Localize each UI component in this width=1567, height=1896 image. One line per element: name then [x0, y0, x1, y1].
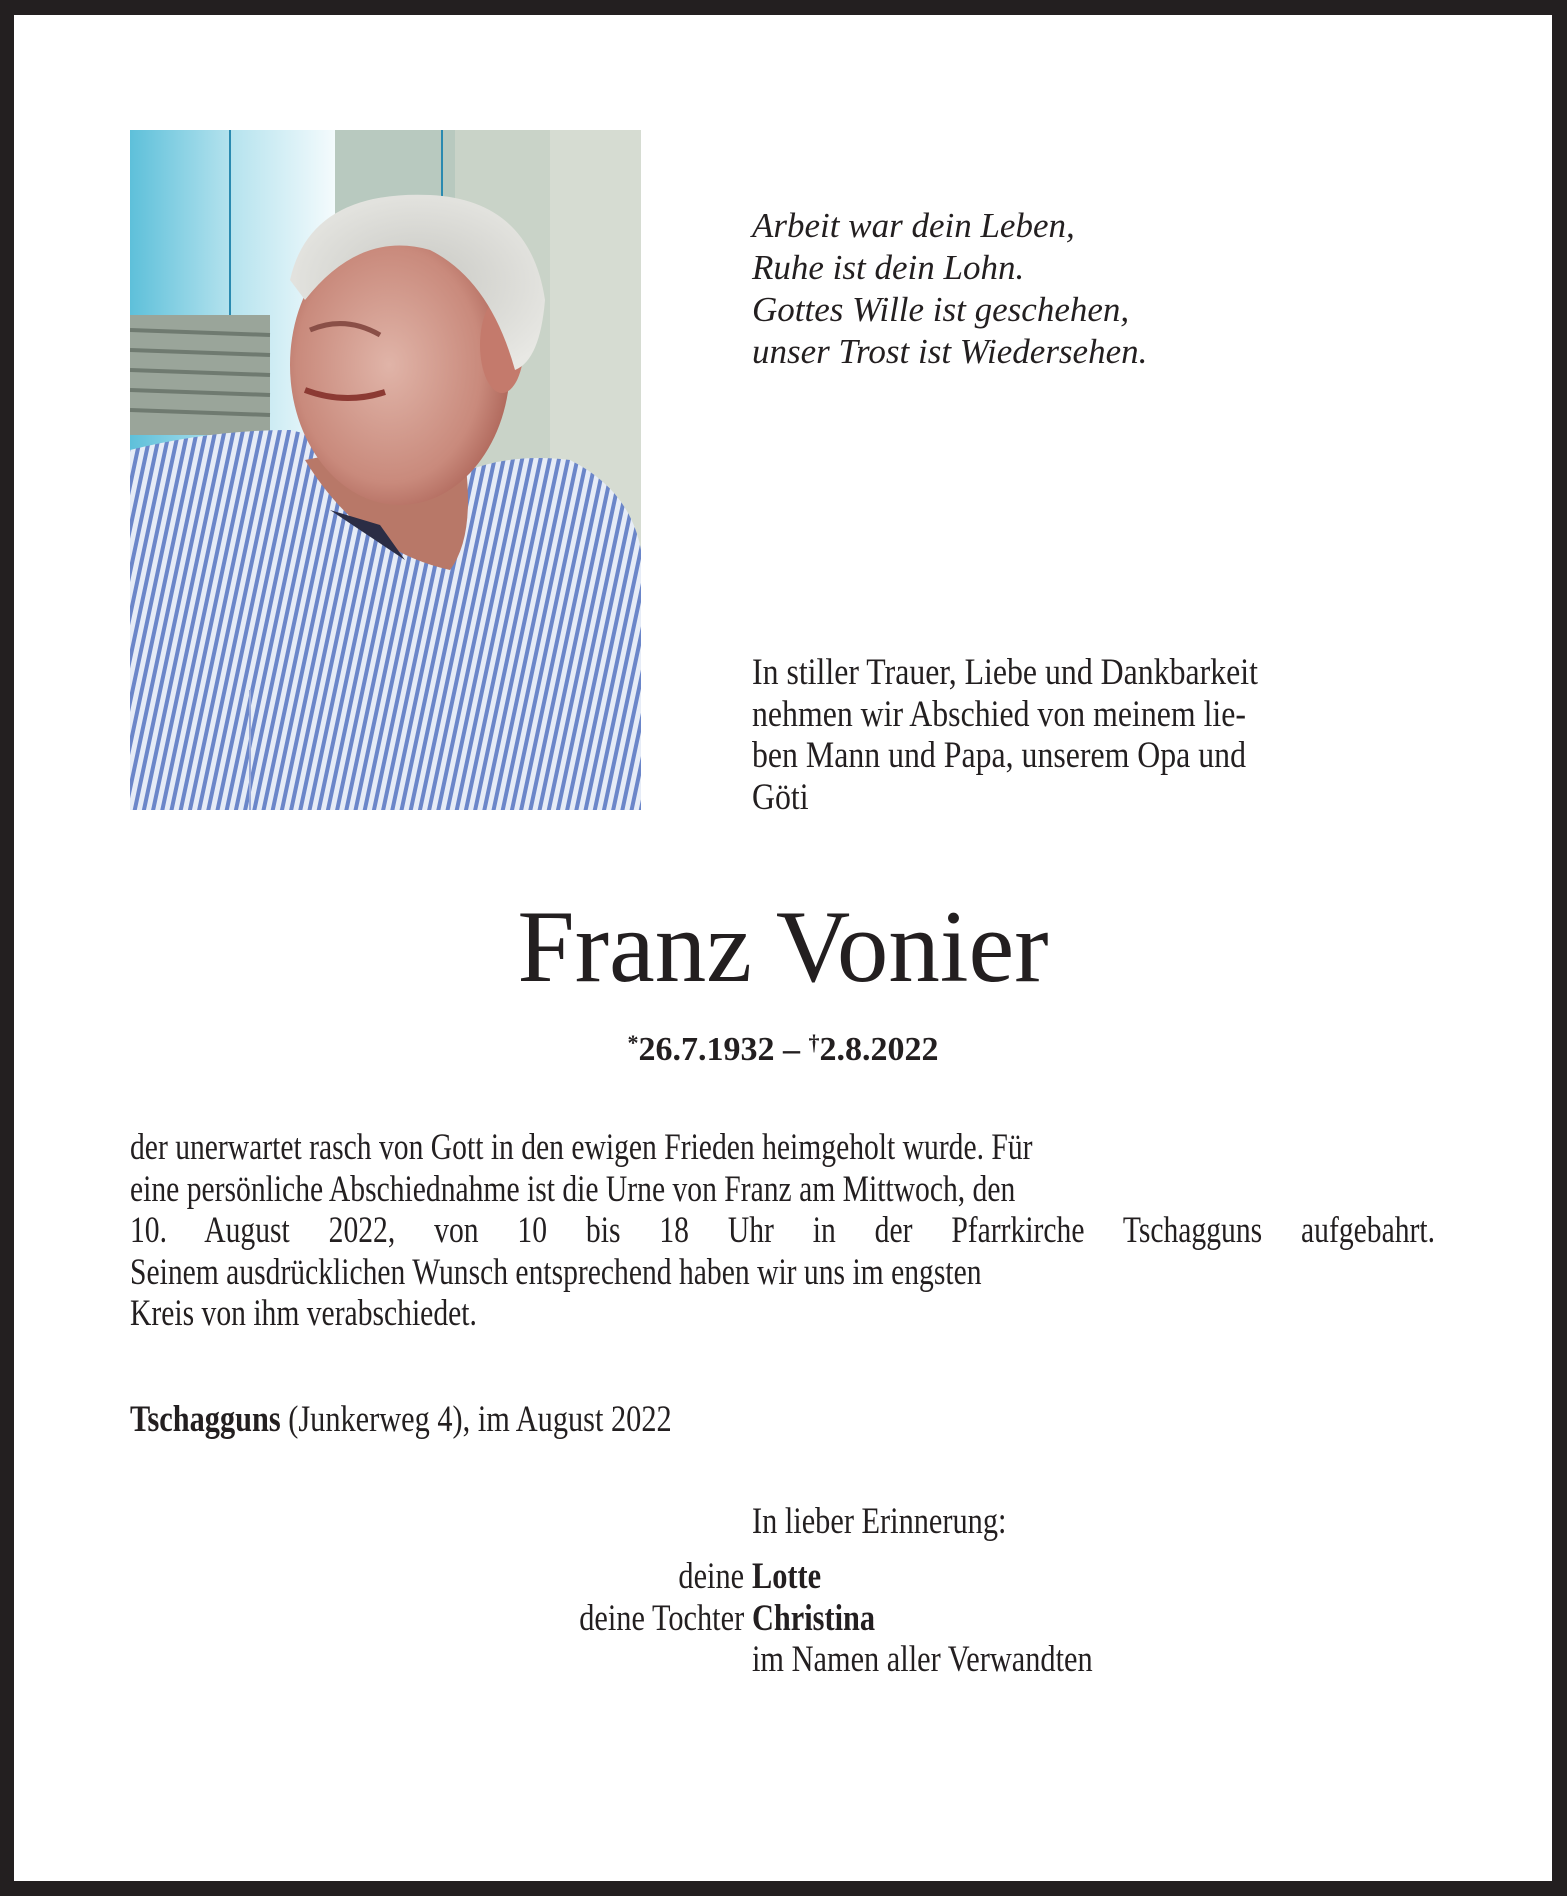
- poem: [752, 205, 1147, 373]
- birth-date: 26.7.1932: [638, 1031, 775, 1068]
- portrait-photo: [130, 130, 641, 810]
- closing-heading: [752, 1501, 1062, 1543]
- signer-row: [14, 1556, 1552, 1598]
- poem-line: Gottes Wille ist geschehen,: [752, 290, 1130, 329]
- date-separator: –: [774, 1031, 809, 1068]
- body-line: eine persönliche Abschiednahme ist die Urne von Franz am Mittwoch, den: [130, 1168, 1016, 1210]
- place-town: Tschagguns: [130, 1399, 281, 1440]
- intro-line: nehmen wir Abschied von meinem lie-: [752, 693, 1246, 735]
- poem-line: Ruhe ist dein Lohn.: [752, 248, 1025, 287]
- signer-name: Christina: [752, 1597, 876, 1639]
- signer-name: im Namen aller Verwandten: [752, 1639, 1093, 1680]
- body-line: Seinem ausdrücklichen Wunsch entsprechend haben wir uns im engsten: [130, 1251, 982, 1293]
- body-line: der unerwartet rasch von Gott in den ewigen Frieden heimgeholt wurde. Für: [130, 1127, 1033, 1168]
- signers-list: [14, 1556, 1552, 1681]
- death-date: 2.8.2022: [819, 1031, 939, 1068]
- death-notice-page: [14, 15, 1552, 1881]
- place-and-date: [130, 1399, 791, 1441]
- poem-line: unser Trost ist Wiedersehen.: [752, 332, 1148, 371]
- closing-heading-text: In lieber Erinnerung:: [752, 1501, 1007, 1542]
- signer-relation: deine: [678, 1556, 744, 1597]
- signer-row: [14, 1639, 1552, 1681]
- deceased-name: Franz Vonier: [517, 890, 1049, 1004]
- birth-star-icon: *: [627, 1030, 639, 1055]
- death-cross-icon: †: [808, 1030, 820, 1055]
- signer-name: Lotte: [752, 1556, 822, 1597]
- poem-line: Arbeit war dein Leben,: [752, 206, 1075, 245]
- body-line: Kreis von ihm verabschiedet.: [130, 1293, 477, 1334]
- intro-line: Göti: [752, 776, 809, 818]
- signer-relation: deine Tochter: [579, 1597, 744, 1639]
- body-paragraph: [130, 1127, 1435, 1335]
- body-line: 10. August 2022, von 10 bis 18 Uhr in der Pfarrkirche Tschagguns aufgebahrt.: [130, 1210, 1435, 1251]
- place-rest: (Junkerweg 4), im August 2022: [280, 1399, 672, 1440]
- intro-paragraph: [752, 652, 1433, 818]
- intro-line: In stiller Trauer, Liebe und Dankbarkeit: [752, 652, 1258, 693]
- signer-row: [14, 1598, 1552, 1640]
- portrait-illustration: [130, 130, 641, 810]
- intro-line: ben Mann und Papa, unserem Opa und: [752, 735, 1246, 776]
- life-dates: [14, 1023, 1552, 1070]
